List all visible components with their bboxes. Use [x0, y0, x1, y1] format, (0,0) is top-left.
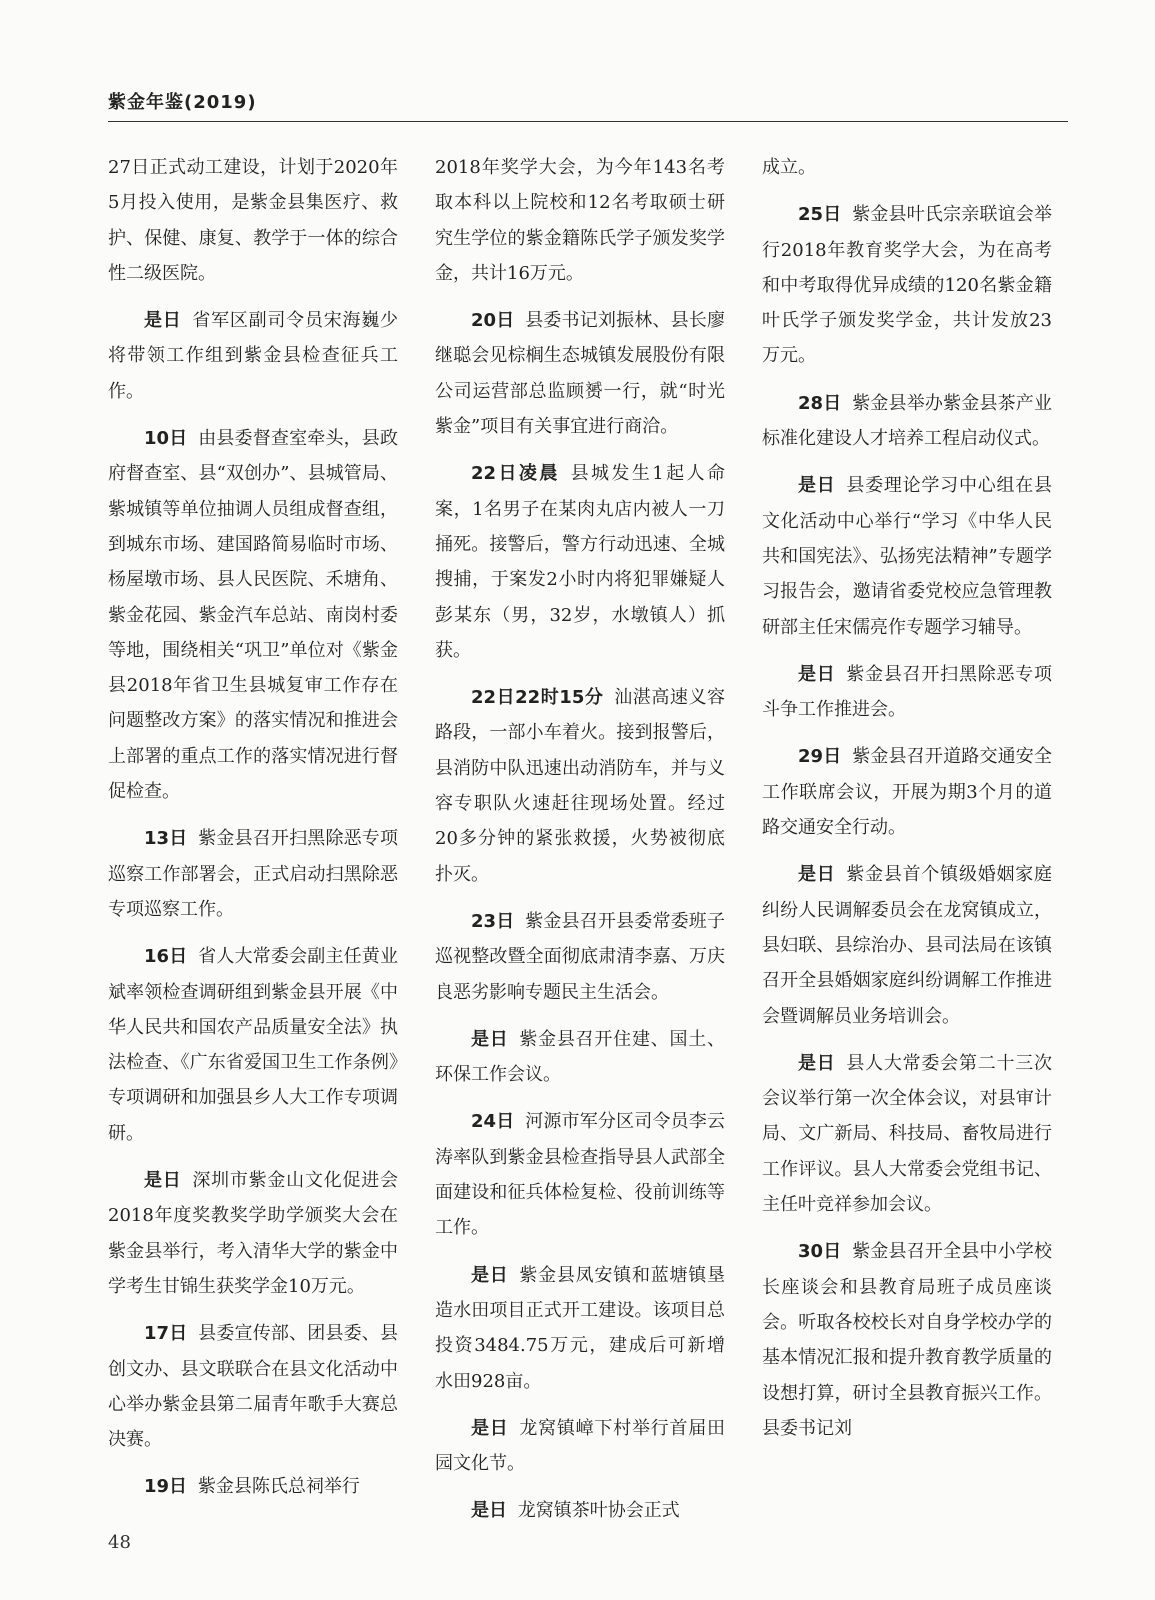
page-number: 48 [108, 1532, 131, 1553]
entry-date: 是日 [144, 1170, 182, 1192]
chronicle-entry [108, 1316, 398, 1457]
entry-text: 紫金县召开扫黑除恶专项巡察工作部署会，正式启动扫黑除恶专项巡察工作。 [108, 828, 398, 920]
entry-text: 县人大常委会第二十三次会议举行第一次全体会议，对县审计局、文广新局、科技局、畜牧局进行工作评议。县人大常委会党组书记、主任叶竞祥参加会议。 [762, 1052, 1053, 1216]
chronicle-entry [435, 1022, 725, 1093]
entry-text: 紫金县召开住建、国土、环保工作会议。 [435, 1028, 726, 1086]
entry-text: 河源市军分区司令员李云涛率队到紫金县检查指导县人武部全面建设和征兵体检复检、役前训练等工作。 [435, 1111, 725, 1239]
chronicle-entry [108, 421, 398, 809]
running-header [108, 88, 1068, 114]
chronicle-entry [762, 150, 1052, 185]
entry-date: 10日 [144, 428, 188, 450]
chronicle-entry [435, 303, 725, 444]
entry-text: 紫金县召开县委常委班子巡视整改暨全面彻底肃清李嘉、万庆良恶劣影响专题民主生活会。 [435, 910, 725, 1003]
chronicle-entry [435, 1258, 725, 1399]
entry-date: 是日 [798, 864, 836, 886]
entry-text: 县委理论学习中心组在县文化活动中心举行“学习《中华人民共和国宪法》、弘扬宪法精神”专题学习报告会，邀请省委党校应急管理教研部主任宋儒亮作专题学习辅导。 [762, 475, 1053, 638]
chronicle-entry [108, 303, 398, 409]
entry-text: 成立。 [762, 157, 816, 178]
chronicle-entry [762, 1234, 1052, 1446]
entry-text: 2018年奖学大会，为今年143名考取本科以上院校和12名考取硕士研究生学位的紫金籍陈氏学子颁发奖学金，共计16万元。 [435, 157, 725, 284]
entry-date: 25日 [798, 204, 842, 226]
entry-text: 紫金县召开全县中小学校长座谈会和县教育局班子成员座谈会。听取各校校长对自身学校办学的基本情况汇报和提升教育教学质量的设想打算，研讨全县教育振兴工作。县委书记刘 [762, 1241, 1052, 1439]
entry-text: 县城发生1起人命案，1名男子在某肉丸店内被人一刀捅死。接警后，警方行动迅速、全城搜捕，于案发2小时内将犯罪嫌疑人彭某东（男，32岁，水墩镇人）抓获。 [435, 463, 725, 661]
entry-date: 是日 [471, 1028, 509, 1050]
entry-text: 由县委督查室牵头，县政府督查室、县“双创办”、县城管局、紫城镇等单位抽调人员组成督查组，到城东市场、建国路简易临时市场、杨屋墩市场、县人民医院、禾塘角、紫金花园、紫金汽车总站、南岗村委等地，围绕相关“巩卫”单位对《紫金县2018年省卫生县城复审工作存在问题整改方案》的落实情况和推进会上部署的重点工作的落实情况进行督促检查。 [108, 428, 398, 803]
chronicle-entry [435, 1411, 725, 1482]
chronicle-entry [762, 386, 1052, 457]
chronicle-entry [435, 150, 725, 291]
chronicle-entry [762, 197, 1052, 373]
chronicle-entry [108, 1469, 398, 1504]
text-column-2 [435, 150, 725, 1541]
entry-date: 是日 [798, 663, 836, 685]
entry-text: 汕湛高速义容路段，一部小车着火。接到报警后，县消防中队迅速出动消防车，并与义容专职队火速赶往现场处置。经过20多分钟的紧张救援，火势被彻底扑灭。 [435, 687, 725, 885]
entry-text: 紫金县凤安镇和蓝塘镇垦造水田项目正式开工建设。该项目总投资3484.75万元，建成后可新增水田928亩。 [435, 1264, 726, 1392]
entry-date: 是日 [144, 310, 182, 332]
entry-text: 省军区副司令员宋海巍少将带领工作组到紫金县检查征兵工作。 [108, 310, 399, 402]
chronicle-entry [435, 456, 725, 668]
entry-date: 是日 [798, 475, 836, 497]
entry-text: 27日正式动工建设，计划于2020年5月投入使用，是紫金县集医疗、救护、保健、康复、教学于一体的综合性二级医院。 [108, 157, 398, 284]
chronicle-entry [435, 680, 725, 892]
entry-date: 是日 [471, 1417, 509, 1439]
entry-date: 22日22时15分 [471, 687, 604, 709]
entry-text: 深圳市紫金山文化促进会2018年度奖教奖学助学颁奖大会在紫金县举行，考入清华大学的紫金中学考生甘锦生获奖学金10万元。 [108, 1170, 399, 1297]
entry-text: 紫金县举办紫金县茶产业标准化建设人才培养工程启动仪式。 [762, 392, 1052, 450]
entry-date: 是日 [471, 1264, 509, 1286]
entry-date: 28日 [798, 392, 842, 414]
text-column-3 [762, 150, 1052, 1458]
entry-text: 紫金县首个镇级婚姻家庭纠纷人民调解委员会在龙窝镇成立，县妇联、县综治办、县司法局在该镇召开全县婚姻家庭纠纷调解工作推进会暨调解员业务培训会。 [762, 864, 1053, 1027]
chronicle-entry [435, 1493, 725, 1528]
entry-text: 紫金县叶氏宗亲联谊会举行2018年教育奖学大会，为在高考和中考取得优异成绩的120名紫金籍叶氏学子颁发奖学金，共计发放23万元。 [762, 204, 1052, 367]
entry-date: 16日 [144, 946, 188, 968]
chronicle-entry [762, 468, 1052, 644]
entry-text: 县委书记刘振林、县长廖继聪会见棕榈生态城镇发展股份有限公司运营部总监顾赟一行，就“时光紫金”项目有关事宜进行商洽。 [435, 310, 725, 438]
chronicle-entry [435, 904, 725, 1010]
chronicle-entry [108, 939, 398, 1151]
entry-date: 20日 [471, 310, 515, 332]
entry-date: 是日 [798, 1052, 836, 1074]
entry-date: 13日 [144, 828, 188, 850]
chronicle-entry [108, 821, 398, 927]
chronicle-entry [108, 150, 398, 291]
chronicle-entry [762, 857, 1052, 1033]
entry-text: 紫金县陈氏总祠举行 [197, 1476, 360, 1498]
entry-text: 省人大常委会副主任黄业斌率领检查调研组到紫金县开展《中华人民共和国农产品质量安全法》执法检查、《广东省爱国卫生工作条例》专项调研和加强县乡人大工作专项调研。 [108, 946, 398, 1144]
entry-text: 紫金县召开道路交通安全工作联席会议，开展为期3个月的道路交通安全行动。 [762, 746, 1052, 839]
entry-date: 22日凌晨 [471, 463, 560, 485]
header-rule [108, 121, 1068, 122]
text-column-1 [108, 150, 398, 1517]
entry-date: 是日 [471, 1500, 507, 1522]
entry-text: 龙窝镇嶂下村举行首届田园文化节。 [435, 1417, 726, 1475]
chronicle-entry [108, 1163, 398, 1304]
chronicle-entry [762, 1046, 1052, 1222]
yearbook-title: 紫金年鉴(2019) [108, 92, 257, 113]
chronicle-entry [435, 1104, 725, 1245]
entry-date: 24日 [471, 1111, 515, 1133]
entry-date: 30日 [798, 1241, 842, 1263]
entry-text: 县委宣传部、团县委、县创文办、县文联联合在县文化活动中心举办紫金县第二届青年歌手大赛总决赛。 [108, 1323, 398, 1451]
entry-date: 29日 [798, 746, 842, 768]
entry-date: 23日 [471, 910, 515, 932]
chronicle-entry [762, 739, 1052, 845]
entry-date: 17日 [144, 1323, 188, 1345]
entry-text: 龙窝镇茶叶协会正式 [517, 1500, 680, 1522]
entry-text: 紫金县召开扫黑除恶专项斗争工作推进会。 [762, 663, 1053, 721]
chronicle-entry [762, 657, 1052, 728]
entry-date: 19日 [144, 1476, 188, 1498]
